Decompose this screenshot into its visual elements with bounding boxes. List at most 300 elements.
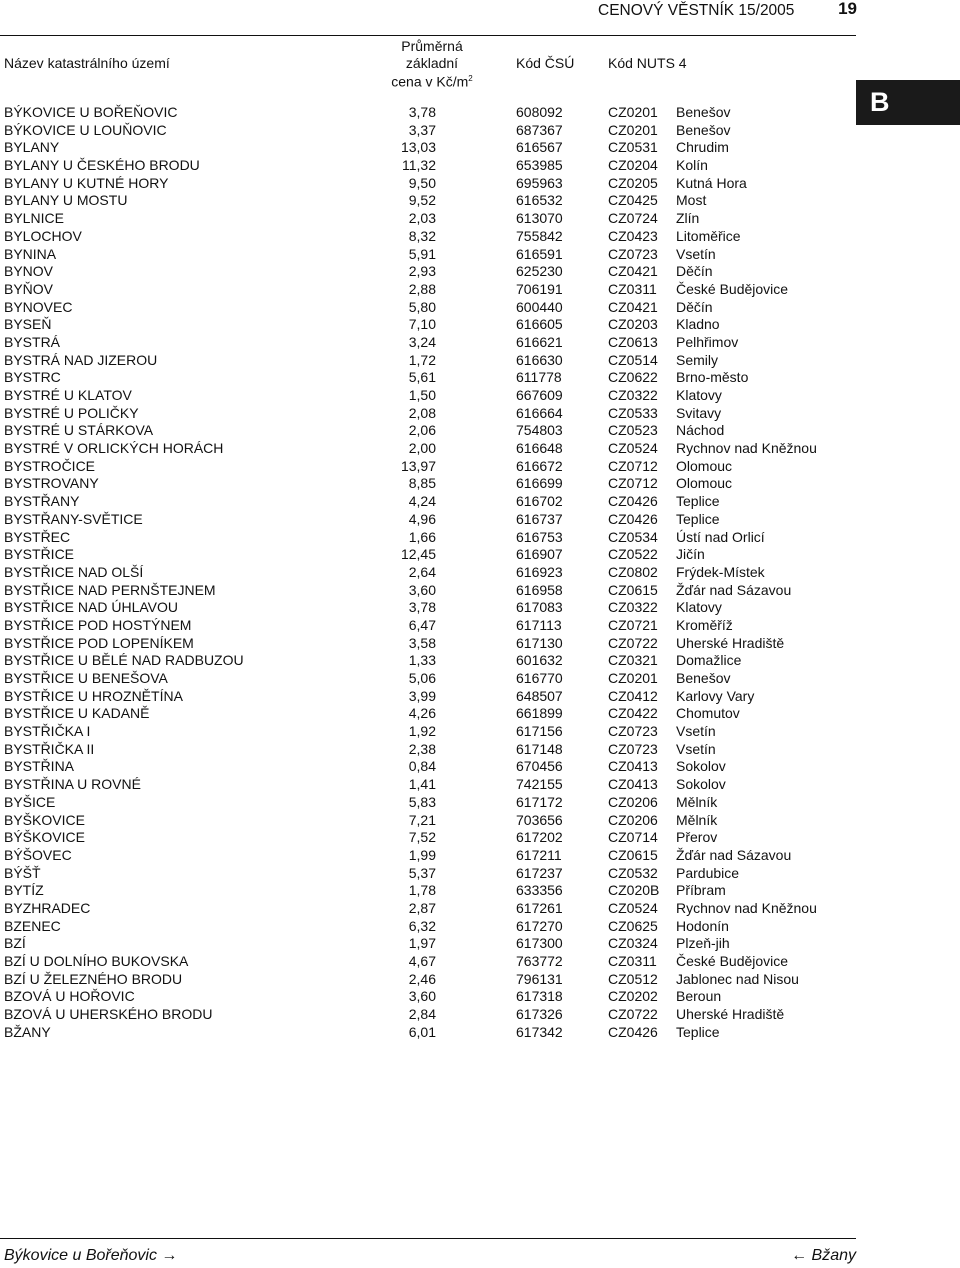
base-price: 2,00 bbox=[408, 440, 436, 457]
base-price: 9,52 bbox=[408, 192, 436, 209]
csu-code: 763772 bbox=[516, 953, 563, 969]
base-price: 4,96 bbox=[408, 510, 436, 527]
base-price: 2,64 bbox=[408, 563, 436, 580]
footer-rule bbox=[0, 1238, 856, 1239]
cadastral-name: BYSTROVANY bbox=[4, 475, 99, 492]
base-price: 4,67 bbox=[408, 953, 436, 969]
base-price: 2,84 bbox=[408, 1006, 436, 1023]
cadastral-name: BYSTRÁ bbox=[4, 333, 61, 350]
nuts-code: CZ0534 bbox=[608, 528, 658, 545]
base-price: 2,93 bbox=[408, 263, 436, 280]
cadastral-name: BYLNICE bbox=[4, 210, 64, 227]
csu-code: 617261 bbox=[516, 899, 563, 916]
base-price: 1,50 bbox=[408, 387, 436, 403]
district-name: Teplice bbox=[676, 510, 720, 527]
csu-code: 796131 bbox=[516, 970, 563, 987]
cadastral-name: BYSTRC bbox=[4, 369, 61, 386]
cadastral-name: BYZHRADEC bbox=[4, 899, 91, 916]
table-row bbox=[0, 882, 856, 900]
cadastral-name: BÝŠOVEC bbox=[4, 846, 72, 863]
nuts-code: CZ0714 bbox=[608, 829, 658, 846]
base-price: 6,01 bbox=[408, 1023, 436, 1040]
cadastral-name: BZÍ U DOLNÍHO BUKOVSKA bbox=[4, 953, 189, 969]
table-row bbox=[0, 192, 856, 210]
nuts-code: CZ0613 bbox=[608, 333, 658, 350]
district-name: Most bbox=[676, 192, 707, 209]
csu-code: 703656 bbox=[516, 811, 563, 828]
base-price: 3,78 bbox=[408, 104, 436, 120]
cadastral-name: BYSTŘEC bbox=[4, 528, 71, 545]
left-arrow-icon: ← bbox=[791, 1247, 808, 1264]
nuts-code: CZ0322 bbox=[608, 599, 658, 616]
table-row bbox=[0, 582, 856, 600]
csu-code: 616532 bbox=[516, 192, 563, 209]
base-price: 3,99 bbox=[408, 687, 436, 704]
nuts-code: CZ0321 bbox=[608, 652, 658, 669]
csu-code: 633356 bbox=[516, 882, 563, 899]
base-price: 11,32 bbox=[402, 157, 436, 174]
csu-code: 616699 bbox=[516, 475, 563, 492]
csu-code: 706191 bbox=[516, 280, 563, 297]
base-price: 9,50 bbox=[408, 174, 436, 191]
base-price: 7,52 bbox=[408, 829, 436, 846]
csu-code: 611778 bbox=[516, 369, 562, 386]
csu-code: 616958 bbox=[516, 581, 563, 598]
district-name: Svitavy bbox=[676, 404, 722, 421]
district-name: Uherské Hradiště bbox=[676, 1006, 785, 1023]
base-price: 13,03 bbox=[400, 139, 436, 156]
cadastral-name: BYSTRÉ U POLIČKY bbox=[4, 404, 139, 421]
table-row bbox=[0, 635, 856, 653]
base-price: 1,92 bbox=[408, 723, 436, 740]
district-name: Sokolov bbox=[676, 758, 726, 775]
base-price: 1,99 bbox=[408, 846, 436, 863]
nuts-code: CZ0533 bbox=[608, 404, 658, 421]
csu-code: 617326 bbox=[516, 1006, 563, 1023]
base-price: 5,83 bbox=[408, 793, 436, 810]
cadastral-name: BYSTŘICE NAD PERNŠTEJNEM bbox=[4, 581, 216, 598]
district-name: Benešov bbox=[676, 104, 731, 120]
nuts-code: CZ0723 bbox=[608, 740, 658, 757]
nuts-code: CZ0421 bbox=[608, 298, 658, 315]
district-name: Sokolov bbox=[676, 776, 726, 793]
district-name: Olomouc bbox=[676, 457, 733, 474]
column-header-nuts: Kód NUTS 4 bbox=[608, 55, 687, 71]
table-row bbox=[0, 670, 856, 688]
cadastral-name: BŽANY bbox=[4, 1023, 51, 1040]
csu-code: 616923 bbox=[516, 563, 563, 580]
csu-code: 617237 bbox=[516, 864, 563, 881]
table-row bbox=[0, 246, 856, 264]
table-row bbox=[0, 387, 856, 405]
csu-code: 617148 bbox=[516, 740, 563, 757]
nuts-code: CZ0203 bbox=[608, 316, 658, 333]
cadastral-name: BYSTROČICE bbox=[4, 457, 96, 474]
cadastral-name: BÝKOVICE U LOUŇOVIC bbox=[4, 121, 167, 138]
base-price: 6,47 bbox=[408, 616, 436, 633]
table-row bbox=[0, 988, 856, 1006]
csu-code: 653985 bbox=[516, 157, 563, 174]
column-header-name: Název katastrálního území bbox=[4, 55, 170, 71]
publication-title: CENOVÝ VĚSTNÍK 15/2005 bbox=[598, 2, 795, 19]
csu-code: 616567 bbox=[516, 139, 563, 156]
csu-code: 613070 bbox=[516, 210, 563, 227]
csu-code: 617113 bbox=[516, 616, 562, 633]
base-price: 1,66 bbox=[408, 528, 436, 545]
table-row bbox=[0, 422, 856, 440]
column-header-price bbox=[380, 38, 484, 90]
header-rule bbox=[0, 35, 856, 36]
csu-code: 617342 bbox=[516, 1023, 563, 1040]
cadastral-name: BYŠICE bbox=[4, 793, 56, 810]
nuts-code: CZ020B bbox=[608, 882, 660, 899]
csu-code: 667609 bbox=[516, 387, 563, 403]
csu-code: 616737 bbox=[516, 510, 563, 527]
table-row bbox=[0, 228, 856, 246]
base-price: 7,21 bbox=[408, 811, 436, 828]
nuts-code: CZ0722 bbox=[608, 1006, 658, 1023]
nuts-code: CZ0413 bbox=[608, 758, 658, 775]
csu-code: 616672 bbox=[516, 457, 563, 474]
table-row bbox=[0, 316, 856, 334]
nuts-code: CZ0324 bbox=[608, 935, 658, 952]
table-row bbox=[0, 263, 856, 281]
csu-code: 617300 bbox=[516, 935, 563, 952]
table-row bbox=[0, 723, 856, 741]
table-row bbox=[0, 529, 856, 547]
base-price: 0,84 bbox=[408, 758, 436, 775]
table-row bbox=[0, 281, 856, 299]
csu-code: 601632 bbox=[516, 652, 563, 669]
district-name: Žďár nad Sázavou bbox=[676, 581, 792, 598]
column-header-price-line1: Průměrná bbox=[401, 38, 463, 54]
district-name: Olomouc bbox=[676, 475, 733, 492]
table-row bbox=[0, 493, 856, 511]
district-name: Benešov bbox=[676, 121, 731, 138]
district-name: České Budějovice bbox=[676, 280, 789, 297]
table-row bbox=[0, 900, 856, 918]
base-price: 1,41 bbox=[408, 776, 436, 793]
nuts-code: CZ0524 bbox=[608, 899, 658, 916]
cadastral-name: BZÍ U ŽELEZNÉHO BRODU bbox=[4, 970, 183, 987]
district-name: Domažlice bbox=[676, 652, 742, 669]
csu-code: 616907 bbox=[516, 546, 563, 563]
footer-last-entry-text: Bžany bbox=[811, 1247, 856, 1264]
nuts-code: CZ0723 bbox=[608, 723, 658, 740]
table-row bbox=[0, 157, 856, 175]
base-price: 2,06 bbox=[408, 422, 436, 439]
district-name: Hodonín bbox=[676, 917, 729, 934]
base-price: 6,32 bbox=[408, 917, 436, 934]
district-name: Jičín bbox=[676, 546, 705, 563]
table-row bbox=[0, 953, 856, 971]
district-name: Vsetín bbox=[676, 245, 716, 262]
district-name: Příbram bbox=[676, 882, 726, 899]
cadastral-name: BYSTŘICE bbox=[4, 546, 75, 563]
cadastral-name: BYNOV bbox=[4, 263, 54, 280]
csu-code: 617083 bbox=[516, 599, 563, 616]
nuts-code: CZ0201 bbox=[608, 104, 658, 120]
nuts-code: CZ0723 bbox=[608, 245, 658, 262]
district-name: Frýdek-Místek bbox=[676, 563, 765, 580]
cadastral-name: BYSTŘICE NAD OLŠÍ bbox=[4, 563, 144, 580]
csu-code: 616770 bbox=[516, 670, 563, 686]
base-price: 3,37 bbox=[408, 121, 436, 138]
nuts-code: CZ0524 bbox=[608, 440, 658, 457]
table-row bbox=[0, 617, 856, 635]
base-price: 2,08 bbox=[408, 404, 436, 421]
table-row bbox=[0, 511, 856, 529]
csu-code: 616702 bbox=[516, 493, 563, 510]
district-name: Ústí nad Orlicí bbox=[676, 528, 765, 545]
base-price: 12,45 bbox=[400, 546, 436, 563]
table-row bbox=[0, 210, 856, 228]
table-row bbox=[0, 475, 856, 493]
csu-code: 616648 bbox=[516, 440, 563, 457]
csu-code: 661899 bbox=[516, 705, 563, 722]
base-price: 8,32 bbox=[408, 227, 436, 244]
district-name: Pardubice bbox=[676, 864, 740, 881]
cadastral-name: BYSTŘICE NAD ÚHLAVOU bbox=[4, 599, 178, 616]
district-name: Kladno bbox=[676, 316, 720, 333]
table-row bbox=[0, 794, 856, 812]
base-price: 1,33 bbox=[408, 652, 436, 669]
nuts-code: CZ0426 bbox=[608, 1023, 658, 1040]
csu-code: 742155 bbox=[516, 776, 563, 793]
column-header-price-line2: základní bbox=[405, 54, 459, 71]
csu-code: 695963 bbox=[516, 174, 563, 191]
csu-code: 687367 bbox=[516, 121, 563, 138]
column-header-price-line3 bbox=[380, 71, 484, 90]
nuts-code: CZ0531 bbox=[608, 139, 658, 156]
district-name: Děčín bbox=[676, 298, 713, 315]
cadastral-name: BYSTRÉ V ORLICKÝCH HORÁCH bbox=[4, 440, 224, 457]
table-row bbox=[0, 175, 856, 193]
table-row bbox=[0, 458, 856, 476]
cadastral-name: BYTÍZ bbox=[4, 882, 44, 899]
csu-code: 625230 bbox=[516, 263, 563, 280]
table-row bbox=[0, 104, 856, 122]
table-row bbox=[0, 139, 856, 157]
cadastral-name: BÝKOVICE U BOŘEŇOVIC bbox=[4, 104, 178, 120]
cadastral-name: BYLANY bbox=[4, 139, 60, 156]
cadastral-name: BYSTŘICE U BĚLÉ NAD RADBUZOU bbox=[4, 652, 244, 669]
csu-code: 754803 bbox=[516, 422, 563, 439]
nuts-code: CZ0712 bbox=[608, 457, 658, 474]
district-name: České Budějovice bbox=[676, 953, 789, 969]
base-price: 5,91 bbox=[408, 245, 436, 262]
base-price: 2,88 bbox=[408, 280, 436, 297]
nuts-code: CZ0422 bbox=[608, 705, 658, 722]
table-row bbox=[0, 369, 856, 387]
table-row bbox=[0, 935, 856, 953]
table-row bbox=[0, 440, 856, 458]
nuts-code: CZ0421 bbox=[608, 263, 658, 280]
table-row bbox=[0, 847, 856, 865]
cadastral-name: BYSTŘIČKA II bbox=[4, 740, 95, 757]
district-name: Žďár nad Sázavou bbox=[676, 846, 792, 863]
district-name: Vsetín bbox=[676, 723, 716, 740]
cadastral-name: BZOVÁ U HOŘOVIC bbox=[4, 988, 135, 1005]
base-price: 2,03 bbox=[408, 210, 436, 227]
nuts-code: CZ0202 bbox=[608, 988, 658, 1005]
district-name: Rychnov nad Kněžnou bbox=[676, 899, 817, 916]
cadastral-name: BZOVÁ U UHERSKÉHO BRODU bbox=[4, 1006, 213, 1023]
base-price: 2,87 bbox=[408, 899, 436, 916]
cadastral-name: BZENEC bbox=[4, 917, 61, 934]
cadastral-name: BYLANY U KUTNÉ HORY bbox=[4, 174, 169, 191]
page-number: 19 bbox=[838, 0, 857, 18]
district-name: Benešov bbox=[676, 670, 731, 686]
district-name: Brno-město bbox=[676, 369, 749, 386]
district-name: Plzeň-jih bbox=[676, 935, 730, 952]
table-row bbox=[0, 918, 856, 936]
csu-code: 617172 bbox=[516, 793, 563, 810]
table-row bbox=[0, 758, 856, 776]
csu-code: 608092 bbox=[516, 104, 563, 120]
nuts-code: CZ0322 bbox=[608, 387, 658, 403]
district-name: Teplice bbox=[676, 1023, 720, 1040]
base-price: 3,24 bbox=[408, 333, 436, 350]
district-name: Zlín bbox=[676, 210, 700, 227]
csu-code: 617130 bbox=[516, 634, 563, 651]
nuts-code: CZ0622 bbox=[608, 369, 658, 386]
cadastral-name: BYŇOV bbox=[4, 280, 54, 297]
cadastral-name: BYSTŘINA U ROVNÉ bbox=[4, 776, 141, 793]
base-price: 5,61 bbox=[408, 369, 436, 386]
cadastral-name: BYŠKOVICE bbox=[4, 811, 85, 828]
column-header-price-unit: cena v Kč/m bbox=[391, 73, 469, 90]
cadastral-name: BÝŠŤ bbox=[4, 864, 41, 881]
cadastral-name: BZÍ bbox=[4, 935, 26, 952]
nuts-code: CZ0724 bbox=[608, 210, 658, 227]
district-name: Karlovy Vary bbox=[676, 687, 755, 704]
cadastral-name: BYLOCHOV bbox=[4, 227, 82, 244]
section-letter-tab: B bbox=[856, 80, 960, 125]
base-price: 2,46 bbox=[408, 970, 436, 987]
base-price: 7,10 bbox=[408, 316, 436, 333]
nuts-code: CZ0201 bbox=[608, 670, 658, 686]
district-name: Děčín bbox=[676, 263, 713, 280]
table-row bbox=[0, 546, 856, 564]
nuts-code: CZ0722 bbox=[608, 634, 658, 651]
csu-code: 617202 bbox=[516, 829, 563, 846]
cadastral-name: BYSTŘICE POD LOPENÍKEM bbox=[4, 634, 194, 651]
district-name: Mělník bbox=[676, 793, 718, 810]
base-price: 3,60 bbox=[408, 988, 436, 1005]
cadastral-name: BYSTŘICE U BENEŠOVA bbox=[4, 670, 168, 686]
district-name: Kutná Hora bbox=[676, 174, 747, 191]
base-price: 2,38 bbox=[408, 740, 436, 757]
nuts-code: CZ0426 bbox=[608, 493, 658, 510]
district-name: Pelhřimov bbox=[676, 333, 739, 350]
column-header-csu: Kód ČSÚ bbox=[516, 55, 575, 71]
csu-code: 617318 bbox=[516, 988, 563, 1005]
cadastral-name: BYSEŇ bbox=[4, 316, 52, 333]
cadastral-name: BYSTRÉ U KLATOV bbox=[4, 387, 132, 403]
table-row bbox=[0, 705, 856, 723]
nuts-code: CZ0311 bbox=[608, 280, 657, 297]
district-name: Kolín bbox=[676, 157, 708, 174]
right-arrow-icon: → bbox=[161, 1247, 178, 1264]
csu-code: 616605 bbox=[516, 316, 563, 333]
cadastral-name: BYLANY U ČESKÉHO BRODU bbox=[4, 157, 200, 174]
nuts-code: CZ0201 bbox=[608, 121, 658, 138]
district-name: Litoměřice bbox=[676, 227, 741, 244]
district-name: Beroun bbox=[676, 988, 722, 1005]
csu-code: 600440 bbox=[516, 298, 563, 315]
cadastral-name: BYSTŘANY-SVĚTICE bbox=[4, 510, 143, 527]
cadastral-name: BYSTŘANY bbox=[4, 493, 80, 510]
cadastral-name: BYNOVEC bbox=[4, 298, 73, 315]
district-name: Uherské Hradiště bbox=[676, 634, 785, 651]
nuts-code: CZ0532 bbox=[608, 864, 658, 881]
nuts-code: CZ0802 bbox=[608, 563, 658, 580]
base-price: 5,37 bbox=[408, 864, 436, 881]
csu-code: 616621 bbox=[516, 333, 563, 350]
base-price: 13,97 bbox=[400, 457, 436, 474]
table-row bbox=[0, 1024, 856, 1042]
base-price: 5,80 bbox=[408, 298, 436, 315]
nuts-code: CZ0721 bbox=[608, 616, 658, 633]
nuts-code: CZ0512 bbox=[608, 970, 658, 987]
base-price: 1,72 bbox=[408, 351, 436, 368]
nuts-code: CZ0206 bbox=[608, 793, 658, 810]
csu-code: 617156 bbox=[516, 723, 563, 740]
table-row bbox=[0, 299, 856, 317]
table-row bbox=[0, 564, 856, 582]
district-name: Rychnov nad Kněžnou bbox=[676, 440, 817, 457]
nuts-code: CZ0523 bbox=[608, 422, 658, 439]
cadastral-name: BYNINA bbox=[4, 245, 57, 262]
cadastral-name: BÝŠKOVICE bbox=[4, 829, 85, 846]
price-table bbox=[0, 104, 856, 1041]
table-row bbox=[0, 652, 856, 670]
district-name: Klatovy bbox=[676, 387, 722, 403]
nuts-code: CZ0426 bbox=[608, 510, 658, 527]
district-name: Vsetín bbox=[676, 740, 716, 757]
district-name: Klatovy bbox=[676, 599, 722, 616]
cadastral-name: BYSTŘICE U KADANĚ bbox=[4, 705, 150, 722]
cadastral-name: BYLANY U MOSTU bbox=[4, 192, 128, 209]
table-row bbox=[0, 352, 856, 370]
base-price: 3,78 bbox=[408, 599, 436, 616]
nuts-code: CZ0311 bbox=[608, 953, 657, 969]
district-name: Mělník bbox=[676, 811, 718, 828]
table-row bbox=[0, 971, 856, 989]
base-price: 3,58 bbox=[408, 634, 436, 651]
nuts-code: CZ0625 bbox=[608, 917, 658, 934]
table-row bbox=[0, 599, 856, 617]
nuts-code: CZ0615 bbox=[608, 581, 658, 598]
cadastral-name: BYSTŘINA bbox=[4, 758, 75, 775]
district-name: Chrudim bbox=[676, 139, 729, 156]
district-name: Teplice bbox=[676, 493, 720, 510]
base-price: 4,24 bbox=[408, 493, 436, 510]
base-price: 1,78 bbox=[408, 882, 436, 899]
district-name: Přerov bbox=[676, 829, 718, 846]
csu-code: 670456 bbox=[516, 758, 563, 775]
table-row bbox=[0, 688, 856, 706]
district-name: Chomutov bbox=[676, 705, 740, 722]
column-header-price-sup: 2 bbox=[468, 74, 473, 83]
csu-code: 648507 bbox=[516, 687, 563, 704]
base-price: 1,97 bbox=[408, 935, 436, 952]
cadastral-name: BYSTŘICE U HROZNĚTÍNA bbox=[4, 687, 183, 704]
nuts-code: CZ0413 bbox=[608, 776, 658, 793]
csu-code: 616753 bbox=[516, 528, 563, 545]
table-row bbox=[0, 334, 856, 352]
